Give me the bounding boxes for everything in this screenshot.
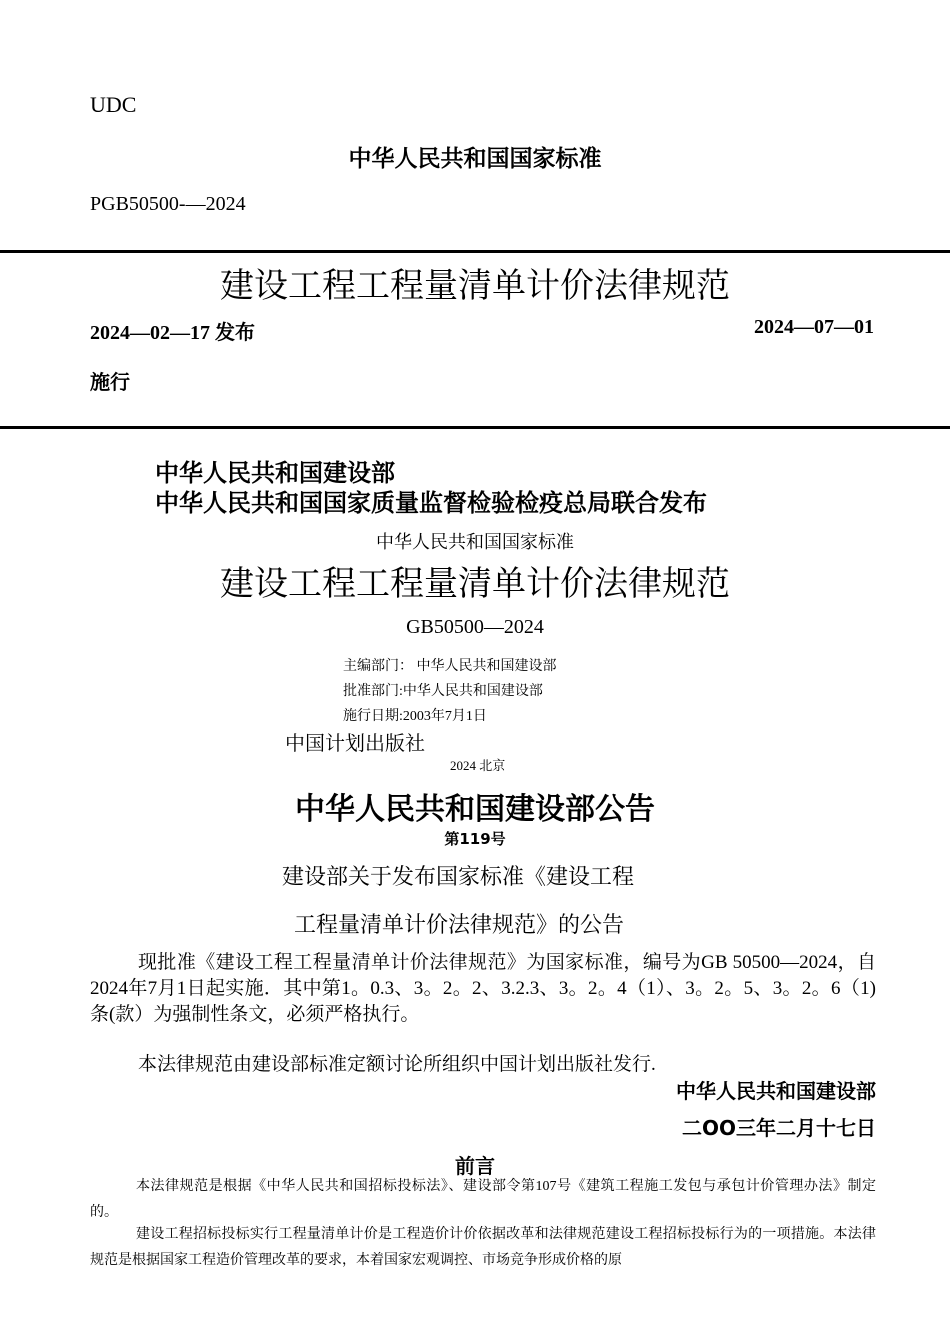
preface-paragraph-1: 本法律规范是根据《中华人民共和国招标投标法》、建设部令第107号《建筑工程施工发包与承包计价管理办法》制定的。	[90, 1179, 876, 1220]
editor-dept: 主编部门： 中华人民共和国建设部	[343, 659, 557, 674]
inner-effective-date: 施行日期:2003年7月1日	[343, 709, 487, 724]
preface-paragraph-2: 建设工程招标投标实行工程量清单计价是工程造价计价依据改革和法律规范建设工程招标投标行为的一项措施。本法律规范是根据国家工程造价管理改革的要求，本着国家宏观调控、市场竞争形成价格的原	[90, 1227, 876, 1268]
top-divider	[0, 250, 950, 253]
notice-subtitle-1: 建设部关于发布国家标准《建设工程	[282, 864, 635, 889]
inner-standard-type: 中华人民共和国国家标准	[376, 532, 574, 553]
notice-subtitle-2: 工程量清单计价法律规范》的公告	[294, 912, 625, 937]
udc-label: UDC	[90, 92, 137, 117]
standard-code-line: PGB50500-—2024	[90, 193, 246, 215]
cover-title: 建设工程工程量清单计价法律规范	[220, 266, 730, 306]
notice-distribution-paragraph: 本法律规范由建设部标准定额讨论所组织中国计划出版社发行.	[138, 1054, 656, 1075]
publication-place: 2024 北京	[450, 758, 506, 773]
notice-number: 第119号	[444, 830, 506, 848]
approval-dept: 批准部门:中华人民共和国建设部	[343, 684, 543, 699]
standard-type-heading: 中华人民共和国国家标准	[348, 146, 602, 172]
notice-date: 二OO三年二月十七日	[681, 1116, 876, 1140]
release-date: 2024—02—17 发布	[90, 322, 255, 344]
preface-heading: 前言	[455, 1154, 495, 1178]
issuer-1: 中华人民共和国建设部	[155, 459, 395, 487]
notice-body-paragraph: 现批准《建设工程工程量清单计价法律规范》为国家标准，编号为GB 50500—2024，自2024年7月1日起实施．其中第1。0.3、3。2。2、3.2.3、3。2。4（1）、3。2。5、3。2。6（1)条(款）为强制性条文，必须严格执行。	[90, 952, 876, 1025]
inner-title: 建设工程工程量清单计价法律规范	[220, 564, 730, 604]
bottom-divider	[0, 426, 950, 429]
effective-label: 施行	[90, 370, 130, 394]
issuer-2: 中华人民共和国国家质量监督检验检疫总局联合发布	[155, 489, 707, 517]
inner-code: GB50500—2024	[406, 616, 544, 638]
effective-date: 2024—07—01	[754, 316, 874, 338]
publisher: 中国计划出版社	[285, 733, 425, 755]
notice-heading: 中华人民共和国建设部公告	[295, 792, 655, 827]
notice-signature: 中华人民共和国建设部	[676, 1079, 876, 1103]
